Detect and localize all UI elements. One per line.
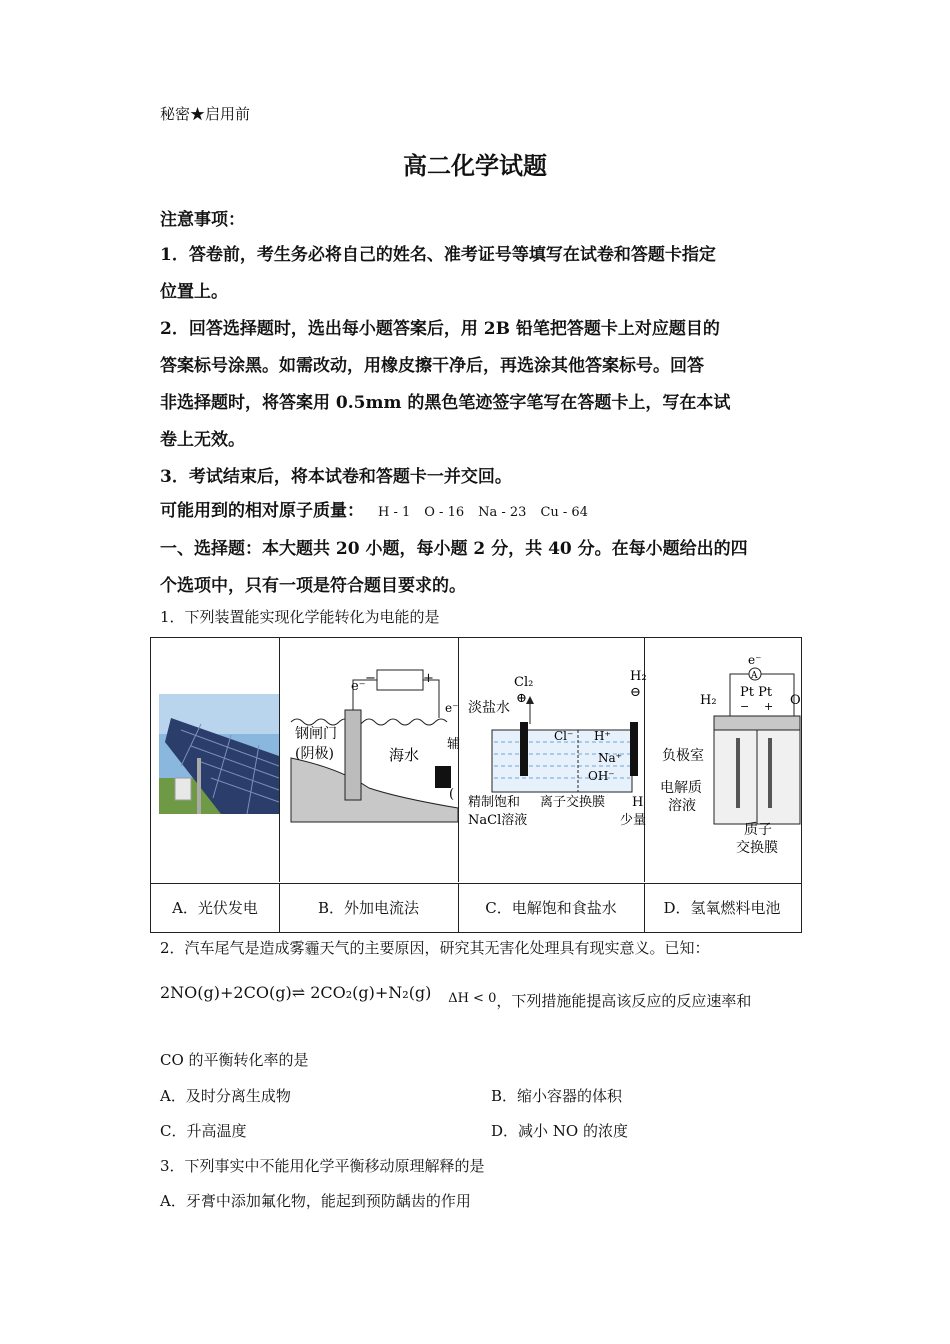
notice-line: 3．考试结束后，将本试卷和答题卡一并交回。	[160, 467, 512, 487]
enthalpy-change: ΔH < 0	[448, 991, 497, 1006]
hydrogen-label: H₂	[630, 669, 647, 684]
figure-d-cell	[644, 638, 800, 882]
q2-option-c[interactable]: C．升高温度	[160, 1122, 247, 1140]
section-heading: 一、选择题：本大题共 20 小题，每小题 2 分，共 40 分。在每小题给出的四	[160, 539, 748, 559]
chlorine-label: Cl₂	[514, 675, 534, 690]
electron-label: e⁻	[445, 701, 459, 715]
plus-sign: +	[764, 700, 774, 713]
water-label: H	[632, 795, 644, 810]
minus-sign: −	[365, 671, 376, 686]
power-source	[377, 670, 423, 690]
q3-option-a[interactable]: A．牙膏中添加氟化物，能起到预防龋齿的作用	[160, 1192, 471, 1210]
aux-paren: (	[449, 787, 455, 802]
hydrogen-inlet-label: H₂	[700, 693, 717, 708]
hydroxide-ion: OH⁻	[588, 769, 615, 783]
figure-c-cell	[458, 638, 645, 882]
atomic-mass-item: Na - 23	[478, 505, 527, 520]
q3-stem: 3．下列事实中不能用化学平衡移动原理解释的是	[160, 1157, 485, 1175]
q2-stem-tail: ，下列措施能提高该反应的反应速率和	[496, 992, 752, 1010]
q1-stem: 1．下列装置能实现化学能转化为电能的是	[160, 608, 440, 626]
exchange-membrane-label: 交换膜	[736, 840, 778, 856]
sea-label: 海水	[389, 746, 420, 764]
q1-options-row	[151, 883, 801, 933]
notice-line: 卷上无效。	[160, 430, 245, 450]
small-amount-label: 少量	[620, 813, 647, 828]
q2-option-b[interactable]: B．缩小容器的体积	[491, 1087, 623, 1105]
chloride-ion: Cl⁻	[554, 729, 574, 743]
solar-panel-image	[151, 638, 279, 882]
nacl-solution-label: NaCl溶液	[468, 813, 528, 828]
brine-electrolysis-diagram	[458, 638, 647, 882]
impressed-current-diagram	[279, 638, 461, 882]
cathode-sign: ⊖	[630, 685, 641, 700]
sodium-ion: Na⁺	[598, 751, 622, 765]
saturated-label: 精制饱和	[468, 795, 521, 810]
notice-heading: 注意事项：	[160, 210, 245, 230]
atomic-mass-item: O - 16	[424, 505, 465, 520]
minus-sign: −	[740, 700, 750, 713]
fuel-cell-diagram	[644, 638, 800, 882]
cathode-electrode	[630, 722, 638, 776]
hydrogen-ion: H⁺	[594, 729, 611, 743]
notice-line: 非选择题时，将答案用 0.5mm 的黑色笔迹签字笔写在答题卡上，写在本试	[160, 393, 731, 413]
ion-membrane-label: 离子交换膜	[540, 795, 606, 810]
dilute-brine-label: 淡盐水	[468, 700, 510, 716]
aux-label: 辅	[447, 737, 461, 752]
figure-a-cell	[151, 638, 280, 882]
notice-line: 位置上。	[160, 282, 228, 302]
aux-anode	[435, 766, 451, 788]
electron-label: e⁻	[351, 679, 366, 694]
atomic-mass-label: 可能用到的相对原子质量：	[160, 501, 364, 521]
page-title: 高二化学试题	[403, 151, 547, 180]
q1-option-c[interactable]: C．电解饱和食盐水	[458, 884, 645, 933]
q2-stem-cont: CO 的平衡转化率的是	[160, 1051, 309, 1069]
atomic-mass-item: H - 1	[378, 505, 411, 520]
q2-option-d[interactable]: D．减小 NO 的浓度	[491, 1122, 628, 1140]
platinum-label: Pt Pt	[740, 685, 773, 700]
reaction-equation: 2NO(g)+2CO(g)⇌ 2CO₂(g)+N₂(g)	[160, 983, 432, 1002]
plus-sign: +	[423, 671, 434, 686]
notice-line: 答案标号涂黑。如需改动，用橡皮擦干净后，再选涂其他答案标号。回答	[160, 356, 704, 376]
q1-option-a[interactable]: A．光伏发电	[151, 884, 280, 933]
q2-stem: 2．汽车尾气是造成雾霾天气的主要原因，研究其无害化处理具有现实意义。已知：	[160, 939, 710, 957]
notice-line: 1．答卷前，考生务必将自己的姓名、准考证号等填写在试卷和答题卡指定	[160, 245, 716, 265]
proton-label: 质子	[744, 822, 772, 838]
atomic-mass-item: Cu - 64	[540, 505, 588, 520]
secret-label: 秘密★启用前	[160, 105, 251, 123]
electrolyte-label: 电解质	[660, 780, 702, 796]
gate-label: 钢闸门	[295, 726, 337, 742]
q1-option-d[interactable]: D．氢氧燃料电池	[663, 899, 781, 917]
anode-chamber-label: 负极室	[662, 748, 704, 764]
gate-label-cathode: (阴极)	[295, 746, 334, 762]
ammeter-label: A	[751, 671, 758, 681]
anode-electrode	[520, 722, 528, 776]
atomic-mass-line	[160, 496, 588, 521]
notice-line: 2．回答选择题时，选出每小题答案后，用 2B 铅笔把答题卡上对应题目的	[160, 319, 720, 339]
q2-option-a[interactable]: A．及时分离生成物	[160, 1087, 291, 1105]
section-heading-cont: 个选项中，只有一项是符合题目要求的。	[160, 576, 466, 596]
q1-figure-table	[150, 637, 802, 933]
q1-option-b[interactable]: B．外加电流法	[279, 884, 459, 933]
steel-gate	[345, 710, 361, 800]
electron-label: e⁻	[748, 653, 762, 667]
oxygen-inlet-label: O	[790, 693, 801, 708]
anode-sign: ⊕	[516, 691, 527, 706]
figure-b-cell	[279, 638, 459, 882]
solution-label: 溶液	[668, 798, 696, 814]
q2-equation-line	[160, 982, 752, 1010]
